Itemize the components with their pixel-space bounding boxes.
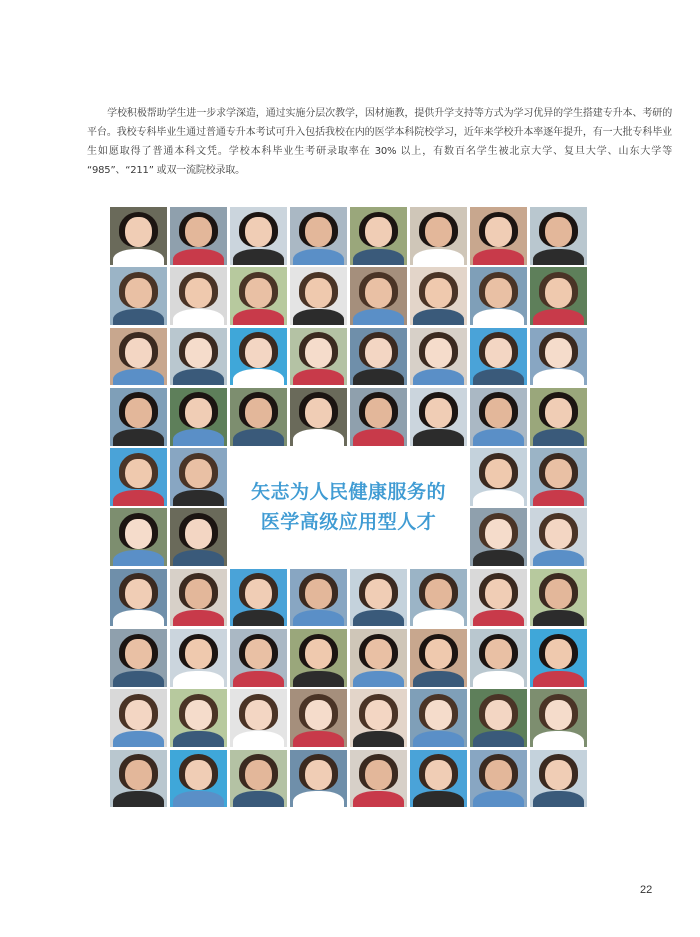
portrait-face <box>185 217 211 247</box>
student-photo <box>350 569 407 627</box>
student-photo <box>530 689 587 747</box>
portrait-face <box>545 639 571 669</box>
student-photo <box>110 207 167 265</box>
portrait-body <box>533 369 583 385</box>
portrait-face <box>485 760 511 790</box>
portrait-body <box>173 791 223 807</box>
portrait-face <box>485 579 511 609</box>
portrait-face <box>125 459 151 489</box>
student-photo <box>350 267 407 325</box>
student-photo <box>110 267 167 325</box>
portrait-face <box>545 217 571 247</box>
student-photo <box>530 508 587 566</box>
portrait-body <box>173 490 223 506</box>
slogan-panel <box>230 448 467 566</box>
portrait-face <box>365 700 391 730</box>
student-photo <box>410 629 467 687</box>
portrait-face <box>545 459 571 489</box>
portrait-body <box>233 610 283 626</box>
portrait-body <box>353 731 403 747</box>
portrait-body <box>293 610 343 626</box>
portrait-face <box>125 760 151 790</box>
portrait-face <box>485 217 511 247</box>
student-photo <box>290 388 347 446</box>
paragraph-line-4: “211” 或双一流院校录取。 <box>125 165 245 176</box>
student-photo <box>350 750 407 808</box>
student-photo <box>530 388 587 446</box>
student-photo <box>110 750 167 808</box>
student-photo <box>290 267 347 325</box>
portrait-body <box>173 249 223 265</box>
student-photo <box>290 328 347 386</box>
student-photo <box>170 328 227 386</box>
student-photo <box>470 689 527 747</box>
student-photo <box>530 569 587 627</box>
portrait-body <box>113 791 163 807</box>
portrait-body <box>233 309 283 325</box>
student-photo <box>470 388 527 446</box>
student-photo <box>110 388 167 446</box>
portrait-body <box>233 731 283 747</box>
student-photo <box>410 267 467 325</box>
student-photo <box>290 207 347 265</box>
portrait-face <box>545 700 571 730</box>
student-photo <box>170 508 227 566</box>
portrait-body <box>293 369 343 385</box>
student-photo <box>290 750 347 808</box>
portrait-face <box>365 338 391 368</box>
portrait-face <box>485 398 511 428</box>
portrait-face <box>305 338 331 368</box>
portrait-face <box>245 398 271 428</box>
student-photo <box>230 388 287 446</box>
student-photo <box>350 328 407 386</box>
portrait-face <box>305 278 331 308</box>
portrait-body <box>113 429 163 445</box>
portrait-face <box>425 639 451 669</box>
portrait-face <box>305 579 331 609</box>
portrait-face <box>485 639 511 669</box>
portrait-body <box>293 731 343 747</box>
portrait-body <box>233 671 283 687</box>
student-photo <box>530 448 587 506</box>
student-photo <box>410 328 467 386</box>
portrait-face <box>185 700 211 730</box>
portrait-face <box>305 398 331 428</box>
student-photo <box>530 267 587 325</box>
portrait-body <box>173 731 223 747</box>
portrait-face <box>545 398 571 428</box>
portrait-body <box>473 249 523 265</box>
portrait-body <box>473 369 523 385</box>
portrait-body <box>473 671 523 687</box>
portrait-face <box>425 760 451 790</box>
student-photo <box>410 569 467 627</box>
student-photo <box>470 267 527 325</box>
portrait-body <box>293 249 343 265</box>
portrait-body <box>473 309 523 325</box>
portrait-face <box>185 459 211 489</box>
portrait-face <box>125 338 151 368</box>
portrait-face <box>125 700 151 730</box>
portrait-face <box>245 278 271 308</box>
student-photo <box>350 689 407 747</box>
paragraph-line-1: 学校积极帮助学生进一步求学深造，通过实施分层次教学，因材施教，提供升学支持等方式为学习优异的学生搭建专升本、考研 <box>107 108 663 119</box>
portrait-body <box>353 671 403 687</box>
portrait-face <box>245 760 271 790</box>
portrait-face <box>125 639 151 669</box>
portrait-body <box>413 731 463 747</box>
portrait-face <box>185 278 211 308</box>
slogan-line-1: 矢志为人民健康服务的 <box>250 481 446 504</box>
portrait-face <box>245 700 271 730</box>
portrait-face <box>185 338 211 368</box>
student-photo <box>470 508 527 566</box>
paragraph-line-2: 的平台。我校专科毕业生通过普通专升本考试可升入包括我校在内的医学本科院校学习，近年来学校升本率逐年提升，有一大批专科 <box>87 108 672 138</box>
student-photo <box>290 569 347 627</box>
portrait-body <box>293 429 343 445</box>
student-photo <box>170 267 227 325</box>
student-photo <box>170 750 227 808</box>
portrait-face <box>185 639 211 669</box>
portrait-face <box>305 760 331 790</box>
portrait-body <box>413 309 463 325</box>
portrait-body <box>353 309 403 325</box>
student-photo <box>530 207 587 265</box>
portrait-body <box>113 731 163 747</box>
portrait-face <box>245 217 271 247</box>
portrait-face <box>425 278 451 308</box>
student-photo <box>470 569 527 627</box>
portrait-body <box>473 490 523 506</box>
student-photo <box>290 629 347 687</box>
portrait-face <box>425 217 451 247</box>
student-photo <box>170 689 227 747</box>
portrait-body <box>473 791 523 807</box>
student-photo <box>110 508 167 566</box>
portrait-body <box>293 791 343 807</box>
portrait-body <box>113 610 163 626</box>
portrait-face <box>125 398 151 428</box>
portrait-body <box>293 671 343 687</box>
student-photo <box>230 207 287 265</box>
student-photo <box>170 629 227 687</box>
portrait-body <box>233 429 283 445</box>
portrait-face <box>185 519 211 549</box>
portrait-body <box>173 671 223 687</box>
student-photo <box>410 689 467 747</box>
portrait-face <box>185 579 211 609</box>
portrait-face <box>425 579 451 609</box>
portrait-face <box>485 519 511 549</box>
portrait-face <box>185 760 211 790</box>
portrait-body <box>113 249 163 265</box>
student-photo <box>530 328 587 386</box>
portrait-face <box>545 338 571 368</box>
intro-paragraph <box>87 104 672 180</box>
student-photo <box>230 629 287 687</box>
student-photo <box>350 629 407 687</box>
portrait-body <box>533 429 583 445</box>
student-photo <box>230 750 287 808</box>
portrait-face <box>365 278 391 308</box>
portrait-body <box>473 429 523 445</box>
student-photo <box>110 629 167 687</box>
portrait-body <box>113 671 163 687</box>
portrait-face <box>245 579 271 609</box>
portrait-face <box>485 278 511 308</box>
portrait-body <box>473 731 523 747</box>
portrait-face <box>485 700 511 730</box>
portrait-face <box>305 217 331 247</box>
portrait-body <box>293 309 343 325</box>
portrait-body <box>533 309 583 325</box>
portrait-body <box>173 610 223 626</box>
portrait-body <box>533 249 583 265</box>
portrait-body <box>413 610 463 626</box>
student-photo <box>110 448 167 506</box>
student-photo <box>170 388 227 446</box>
student-photo <box>230 569 287 627</box>
page-number: 22 <box>640 884 653 896</box>
portrait-body <box>173 309 223 325</box>
portrait-body <box>173 429 223 445</box>
portrait-face <box>125 217 151 247</box>
student-photo <box>410 750 467 808</box>
slogan-line-2: 医学高级应用型人才 <box>260 511 437 534</box>
portrait-face <box>365 398 391 428</box>
student-photo <box>470 750 527 808</box>
portrait-body <box>233 791 283 807</box>
portrait-face <box>365 579 391 609</box>
portrait-body <box>533 671 583 687</box>
student-photo <box>350 207 407 265</box>
student-photo <box>470 448 527 506</box>
portrait-body <box>353 429 403 445</box>
portrait-body <box>473 550 523 566</box>
student-photo-collage <box>110 207 590 809</box>
student-photo <box>230 689 287 747</box>
student-photo <box>470 629 527 687</box>
portrait-body <box>353 791 403 807</box>
portrait-face <box>545 579 571 609</box>
portrait-body <box>113 309 163 325</box>
portrait-face <box>185 398 211 428</box>
student-photo <box>170 569 227 627</box>
student-photo <box>530 629 587 687</box>
portrait-face <box>545 519 571 549</box>
student-photo <box>470 328 527 386</box>
portrait-body <box>533 610 583 626</box>
student-photo <box>290 689 347 747</box>
portrait-face <box>125 519 151 549</box>
student-photo <box>230 328 287 386</box>
portrait-body <box>113 490 163 506</box>
student-photo <box>410 388 467 446</box>
student-photo <box>410 207 467 265</box>
portrait-face <box>485 338 511 368</box>
portrait-body <box>533 550 583 566</box>
portrait-body <box>173 369 223 385</box>
portrait-body <box>233 249 283 265</box>
student-photo <box>170 448 227 506</box>
portrait-body <box>533 490 583 506</box>
portrait-face <box>125 278 151 308</box>
portrait-face <box>545 760 571 790</box>
portrait-body <box>173 550 223 566</box>
portrait-body <box>353 369 403 385</box>
portrait-face <box>545 278 571 308</box>
portrait-body <box>353 610 403 626</box>
student-photo <box>230 267 287 325</box>
portrait-face <box>365 639 391 669</box>
student-photo <box>470 207 527 265</box>
portrait-face <box>425 398 451 428</box>
portrait-face <box>425 700 451 730</box>
portrait-body <box>413 369 463 385</box>
portrait-face <box>365 760 391 790</box>
student-photo <box>350 388 407 446</box>
paragraph-line-3: 毕业生如愿取得了普通本科文凭。学校本科毕业生考研录取率在 30% 以上，有数百名学生被北京大学、复旦大学、山东大学等 “985”、 <box>87 127 672 176</box>
portrait-face <box>485 459 511 489</box>
portrait-body <box>413 671 463 687</box>
student-photo <box>530 750 587 808</box>
student-photo <box>170 207 227 265</box>
portrait-body <box>533 731 583 747</box>
student-photo <box>110 569 167 627</box>
portrait-face <box>125 579 151 609</box>
portrait-body <box>533 791 583 807</box>
portrait-body <box>353 249 403 265</box>
portrait-face <box>425 338 451 368</box>
portrait-face <box>245 639 271 669</box>
portrait-body <box>113 369 163 385</box>
portrait-body <box>233 369 283 385</box>
student-photo <box>110 689 167 747</box>
portrait-face <box>245 338 271 368</box>
portrait-face <box>305 639 331 669</box>
portrait-body <box>413 429 463 445</box>
portrait-body <box>413 791 463 807</box>
portrait-body <box>113 550 163 566</box>
student-photo <box>110 328 167 386</box>
portrait-face <box>365 217 391 247</box>
portrait-face <box>305 700 331 730</box>
portrait-body <box>473 610 523 626</box>
portrait-body <box>413 249 463 265</box>
